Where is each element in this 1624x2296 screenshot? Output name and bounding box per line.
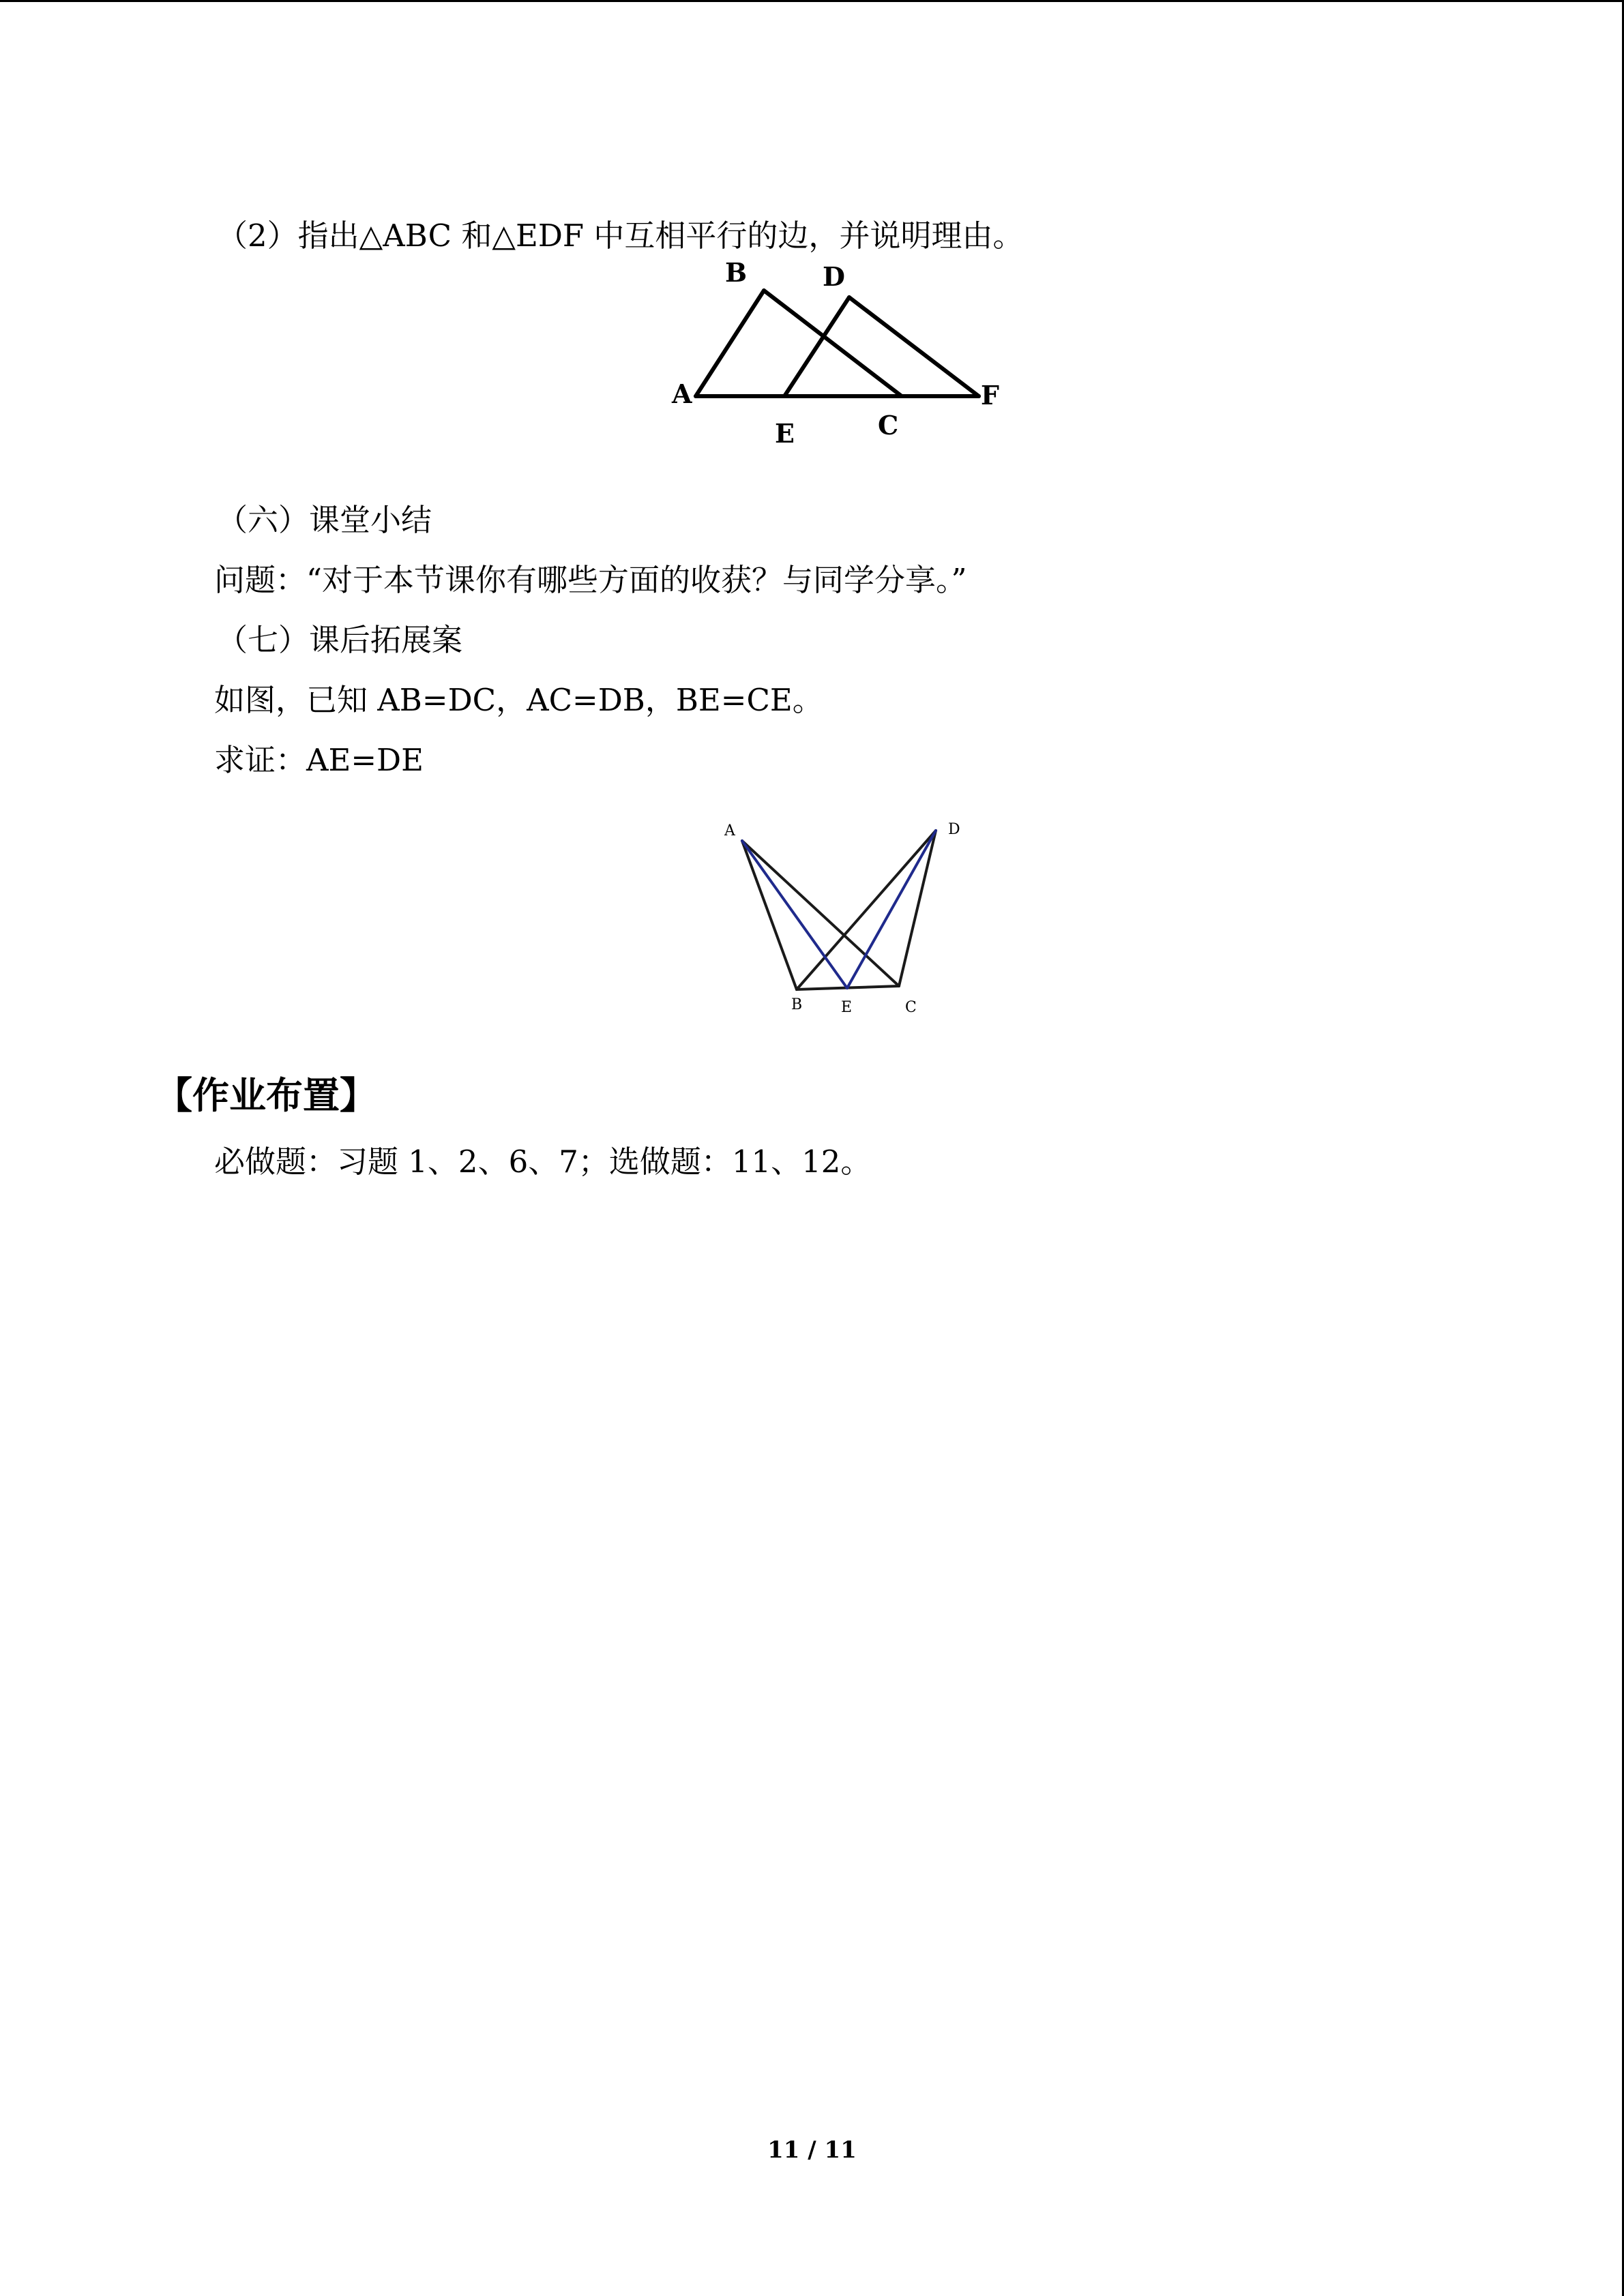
label-e: E <box>841 999 853 1016</box>
page-number: 11 / 11 <box>767 2136 857 2164</box>
label-b: B <box>791 996 803 1013</box>
label-d: D <box>948 821 960 838</box>
label-c: C <box>878 410 899 441</box>
segment-bc <box>764 290 902 396</box>
label-d: D <box>823 261 845 292</box>
label-e: E <box>775 418 795 449</box>
extension-prove: 求证：AE=DE <box>214 742 424 778</box>
extension-heading: （七）课后拓展案 <box>217 622 463 658</box>
question-2-text: （2）指出△ABC 和△EDF 中互相平行的边，并说明理由。 <box>217 218 1024 254</box>
homework-text: 必做题：习题 1、2、6、7；选做题：11、12。 <box>214 1144 872 1180</box>
segment-ab <box>742 841 797 989</box>
label-a: A <box>672 378 692 409</box>
label-b: B <box>725 260 748 288</box>
abcde-proof-figure <box>716 814 975 1032</box>
triangles-abc-edf-figure <box>655 260 1009 458</box>
segment-dc <box>899 831 936 986</box>
label-f: F <box>981 380 999 411</box>
segment-ae <box>742 841 847 988</box>
segment-ab <box>696 290 764 396</box>
label-c: C <box>905 999 917 1016</box>
homework-heading: 【作业布置】 <box>156 1074 377 1117</box>
summary-question: 问题：“对于本节课你有哪些方面的收获？与同学分享。” <box>214 562 967 598</box>
label-a: A <box>724 822 735 839</box>
segment-de <box>847 831 936 988</box>
segment-df <box>849 297 979 396</box>
summary-heading: （六）课堂小结 <box>217 502 432 538</box>
extension-given: 如图，已知 AB=DC，AC=DB，BE=CE。 <box>214 682 823 718</box>
